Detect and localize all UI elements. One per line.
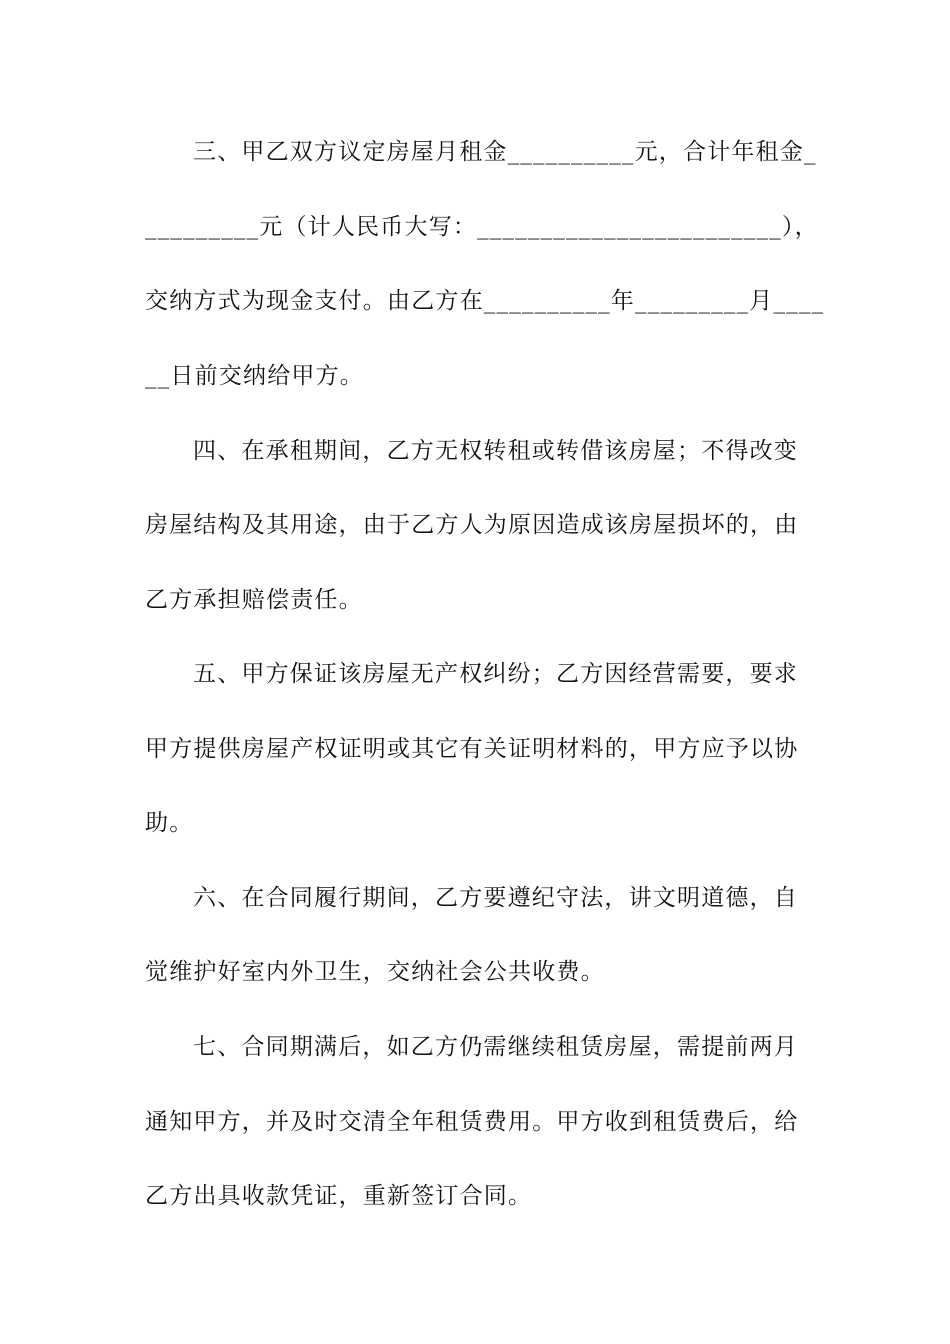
clause-4-line-1: 四、在承租期间，乙方无权转租或转借该房屋；不得改变 <box>193 438 798 464</box>
clause-5-line-2: 甲方提供房屋产权证明或其它有关证明材料的，甲方应予以协 <box>145 736 799 762</box>
clause-7-line-2: 通知甲方，并及时交清全年租赁费用。甲方收到租赁费后，给 <box>145 1109 799 1135</box>
clause-3-line-1: 三、甲乙双方议定房屋月租金__________元，合计年租金_ <box>193 139 817 165</box>
clause-6-line-2: 觉维护好室内外卫生，交纳社会公共收费。 <box>145 959 605 985</box>
clause-5-line-1: 五、甲方保证该房屋无产权纠纷；乙方因经营需要，要求 <box>193 661 798 687</box>
clause-3-line-2: _________元（计人民币大写：________________________）， <box>145 214 819 240</box>
clause-3-line-3: 交纳方式为现金支付。由乙方在__________年_________月____ <box>145 288 825 314</box>
clause-7-line-3: 乙方出具收款凭证，重新签订合同。 <box>145 1183 533 1209</box>
clause-7-line-1: 七、合同期满后，如乙方仍需继续租赁房屋，需提前两月 <box>193 1034 798 1060</box>
clause-4-line-3: 乙方承担赔偿责任。 <box>145 587 363 613</box>
clause-5-line-3: 助。 <box>145 810 194 836</box>
clause-4-line-2: 房屋结构及其用途，由于乙方人为原因造成该房屋损坏的，由 <box>145 512 799 538</box>
clause-3-line-4: __日前交纳给甲方。 <box>145 363 364 389</box>
clause-6-line-1: 六、在合同履行期间，乙方要遵纪守法，讲文明道德，自 <box>193 885 798 911</box>
